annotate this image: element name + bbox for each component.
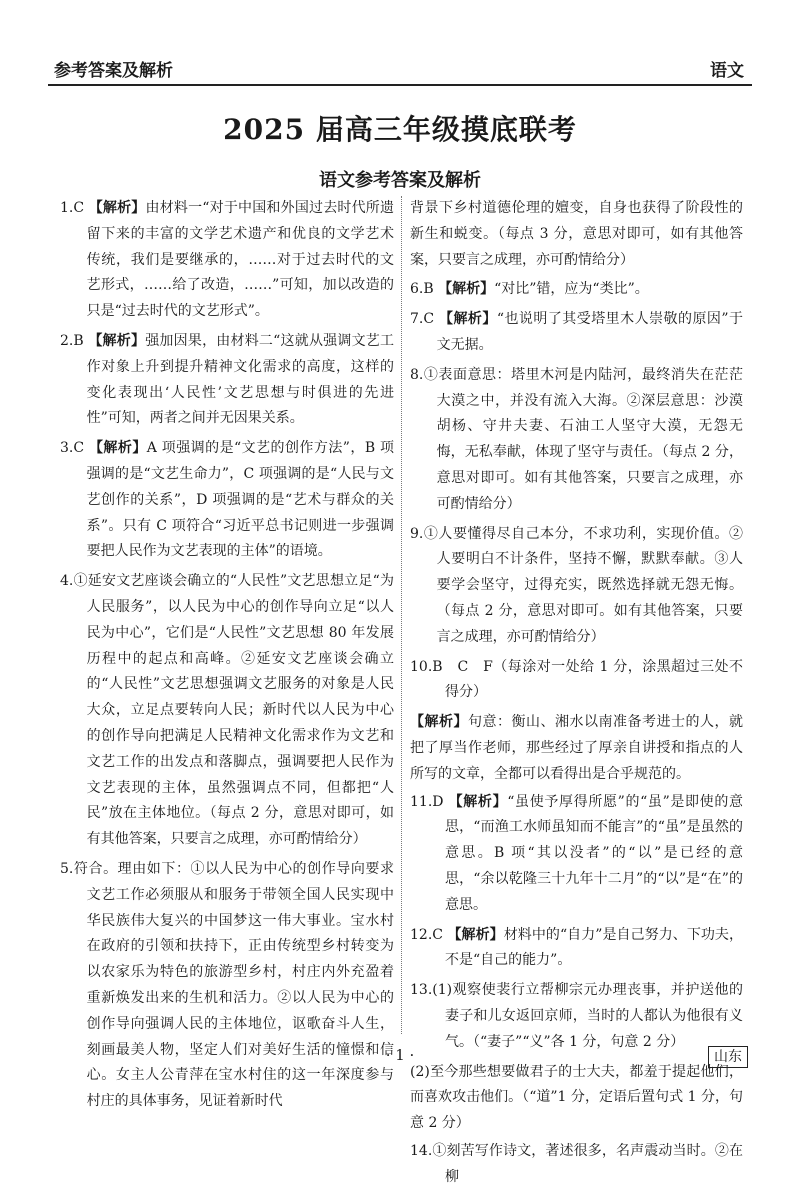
page-number: · 1 · — [385, 1046, 415, 1064]
answer-item: 7.C 【解析】“也说明了其受塔里木人崇敬的原因”于文无据。 — [410, 311, 743, 353]
page-title: 2025 届高三年级摸底联考 — [223, 113, 577, 146]
answer-item-explanation: 【解析】句意：衡山、湘水以南准备考进士的人，就把了厚当作老师，那些经过了厚亲自讲授和指点的人所写的文章，全都可以看得出是合乎规范的。 — [410, 714, 743, 782]
page-subtitle: 语文参考答案及解析 — [319, 170, 481, 191]
answer-item: 1.C 【解析】由材料一“对于中国和外国过去时代所遗留下来的丰富的文学艺术遗产和优良的文学艺术传统，我们是要继承的，……对于过去时代的文艺形式，……给了改造，……”可知，加以改造的只是“过去时代的文艺形式”。 — [60, 200, 395, 320]
region-badge: 山东 — [708, 1046, 748, 1068]
right-column — [410, 196, 743, 1194]
answer-item: 5.符合。理由如下：①以人民为中心的创作导向要求文艺工作必须服从和服务于带领全国人民实现中华民族伟大复兴的中国梦这一伟大事业。宝水村在政府的引领和扶持下，正由传统型乡村转变为以农家乐为特色的旅游型乡村，村庄内外充盈着重新焕发出来的生机和活力。②以人民为中心的创作导向强调人民的主体地位，讴歌奋斗人生，刻画最美人物，坚定人们对美好生活的憧憬和信心。女主人公青萍在宝水村住的这一年深度参与村庄的具体事务，见证着新时代 — [60, 860, 394, 1110]
answer-item: 4.①延安文艺座谈会确立的“人民性”文艺思想立足“为人民服务”，以人民为中心的创作导向立足“以人民为中心”，它们是“人民性”文艺思想 80 年发展历程中的起点和高峰。②延安文艺座谈会确立的“人民性”文艺思想强调文艺服务的对象是人民大众，立足点要转向人民；新时代以人民为中心的创作导向把满足人民精神文化需求作为文艺和文艺工作的出发点和落脚点，强调要把人民作为文艺表现的主体，虽然强调点不同，但都把“人民”放在主体地位。（每点 2 分，意思对即可，如有其他答案，只要言之成理，亦可酌情给分） — [60, 573, 394, 848]
answer-item: 2.B 【解析】强加因果，由材料二“这就从强调文艺工作对象上升到提升精神文化需求的高度，这样的变化表现出‘人民性’文艺思想与时俱进的先进性”可知，两者之间并无因果关系。 — [60, 332, 395, 427]
column-divider — [401, 196, 403, 1034]
page-header — [48, 50, 752, 86]
left-column — [60, 196, 394, 1119]
answer-item: 3.C 【解析】A 项强调的是“文艺的创作方法”，B 项强调的是“文艺生命力”，C 项强调的是“人民与文艺创作的关系”，D 项强调的是“艺术与群众的关系”。只有 C 项符合“习近平总书记则进一步强调要把人民作为文艺表现的主体”的语境。 — [60, 440, 395, 560]
answer-item: 6.B 【解析】“对比”错，应为“类比”。 — [410, 281, 649, 298]
answer-item-part: (2)至今那些想要做君子的士大夫，都羞于提起他们，而喜欢攻击他们。（“道”1 分，定语后置句式 1 分，句意 2 分） — [410, 1063, 743, 1132]
answer-item-continued: 背景下乡村道德伦理的嬗变，自身也获得了阶段性的新生和蜕变。（每点 3 分，意思对即可，如有其他答案，只要言之成理，亦可酌情给分） — [410, 200, 743, 268]
answer-item: 9.①人要懂得尽自己本分，不求功利，实现价值。②人要明白不计条件，坚持不懈，默默奉献。③人要学会坚守，过得充实，既然选择就无怨无悔。（每点 2 分，意思对即可。如有其他答案，只要言之成理，亦可酌情给分） — [410, 525, 743, 645]
header-subject-label: 语文 — [710, 61, 744, 81]
answer-item: 10.B C F（每涂对一处给 1 分，涂黑超过三处不得分） — [410, 658, 743, 701]
answer-item: 14.①刻苦写作诗文，著述很多，名声震动当时。②在柳 — [410, 1142, 743, 1185]
answer-item: 8.①表面意思：塔里木河是内陆河，最终消失在茫茫大漠之中，并没有流入大海。②深层意思：沙漠胡杨、守井夫妻、石油工人坚守大漠，无怨无悔，无私奉献，体现了坚守与责任。（每点 2 分，意思对即可。如有其他答案，只要言之成理，亦可酌情给分） — [410, 366, 743, 512]
answer-item: 11.D 【解析】“虽使予厚得所愿”的“虽”是即使的意思，“而渔工水师虽知而不能言”的“虽”是虽然的意思。B 项“其以没者”的“以”是已经的意思，“余以乾隆三十九年十二月”的“以”是“在”的意思。 — [410, 793, 743, 913]
answer-item: 12.C 【解析】材料中的“自力”是自己努力、下功夫，不是“自己的能力”。 — [410, 926, 743, 969]
answer-item: 13.(1)观察使裴行立帮柳宗元办理丧事，并护送他的妻子和儿女返回京师，当时的人都认为他很有义气。（“妻子”“义”各 1 分，句意 2 分） — [410, 982, 743, 1050]
header-left-label: 参考答案及解析 — [54, 61, 173, 81]
